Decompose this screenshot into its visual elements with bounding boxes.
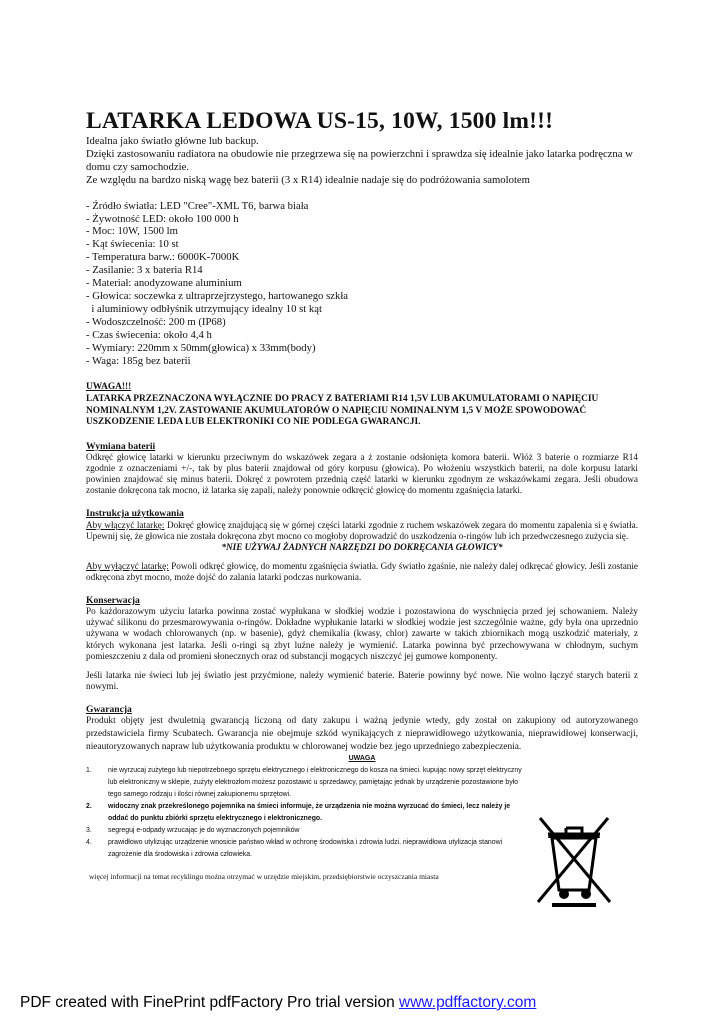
crossed-out-wheelie-bin-icon bbox=[522, 808, 626, 911]
spec-item: - Żywotność LED: około 100 000 h bbox=[86, 212, 239, 225]
no-tools-warning: *NIE UŻYWAJ ŻADNYCH NARZĘDZI DO DOKRĘCANIA GŁOWICY* bbox=[221, 541, 503, 552]
spec-item: - Kąt świecenia: 10 st bbox=[86, 238, 179, 251]
recycling-list bbox=[86, 765, 526, 861]
spec-list bbox=[86, 200, 638, 368]
section-title: Instrukcja użytkowania bbox=[86, 508, 184, 520]
list-number: 2. bbox=[86, 803, 92, 810]
list-item bbox=[86, 765, 526, 801]
warranty-section bbox=[86, 704, 638, 754]
list-item bbox=[86, 837, 518, 861]
section-title: Konserwacja bbox=[86, 595, 140, 607]
spec-item: - Materiał: anodyzowane aluminium bbox=[86, 277, 242, 290]
intro-line: Ze względu na bardzo niską wagę bez baterii (3 x R14) idealnie nadaje się do podróżowania samolotem bbox=[86, 173, 530, 186]
instructions-section bbox=[86, 508, 638, 583]
spec-item: - Czas świecenia: około 4,4 h bbox=[86, 328, 212, 341]
turn-off-text: Powoli odkręć głowicę, do momentu zgaśnięcia światła. Gdy światło zgaśnie, nie należy dalej odkręcać głowicy. Jeśli zostanie odkręcona zbyt mocno, może dojść do zalania latarki podczas nurkowania. bbox=[86, 560, 638, 582]
section-text: Produkt objęty jest dwuletnią gwarancją liczoną od daty zakupu i ważną jedynie wtedy, gdy został on zakupiony od autoryzowanego przedstawiciela firmy Scubatech. Gwarancja nie obejmuje szkód wynikających z nieprawidłowego użytkowania, nieprawidłowej konserwacji, nieautoryzowanych napraw lub użytkowania produktu w chlorowanej wodzie bez jego uprzedniego zabezpieczenia. bbox=[86, 716, 638, 753]
recycling-more-info: więcej informacji na temat recyklingu można otrzymać w urzędzie miejskim, przedsiębiorstwie oczyszczania miasta bbox=[89, 872, 439, 881]
maintenance-section bbox=[86, 595, 638, 692]
turn-off-paragraph bbox=[86, 561, 638, 583]
spec-item: i aluminiowy odbłyśnik utrzymujący idealny 10 st kąt bbox=[86, 302, 322, 315]
document-page bbox=[86, 108, 638, 764]
intro-line: Idealna jako światło główne lub backup. bbox=[86, 135, 259, 147]
spec-item: - Moc: 10W, 1500 lm bbox=[86, 225, 178, 238]
list-item bbox=[86, 801, 528, 825]
list-text: nie wyrzucaj zużytego lub niepotrzebnego sprzętu elektrycznego i elektronicznego do kosza na śmieci. kupując nowy sprzęt elektryczny lub elektroniczny w sklepie, zużyty elektrozłom możesz pozostawić u sprzedawcy, pamiętając jednak by urządzenie pozostawione było tego samego rodzaju i ilości równej zakupionemu sprzętowi. bbox=[108, 767, 522, 798]
section-text: Po każdorazowym użyciu latarka powinna zostać wypłukana w słodkiej wodzie i pozostawiona do wyschnięcia przed jej schowaniem. Należy używać silikonu do przesmarowywania o-ringów. Dokładne wypłukanie latarki w słodkiej wodzie jest szczególnie ważne, gdy była ona uprzednio używana w wodach chlorowanych (np. w basenie), gdyż chemikalia (kwasy, chlor) zawarte w takich zbiornikach mogą uszkodzić materiały, z których wykonana jest latarka. Jeśli o-ringi są zbyt luźne należy je wymienić. Latarka powinna być przechowywana w chłodnym, suchym pomieszczeniu z dala od promieni słonecznych oraz od substancji mogących niszczyć jej gumowe komponenty. bbox=[86, 606, 638, 661]
intro bbox=[86, 135, 638, 187]
footer-link[interactable]: www.pdffactory.com bbox=[399, 994, 537, 1011]
list-text: segreguj e-odpady wrzucając je do wyznaczonych pojemników bbox=[108, 827, 300, 834]
turn-off-label: Aby wyłączyć latarkę: bbox=[86, 560, 169, 571]
spec-item: - Temperatura barw.: 6000K-7000K bbox=[86, 251, 240, 264]
footer-text: PDF created with FinePrint pdfFactory Pro trial version bbox=[20, 994, 400, 1011]
battery-change-section bbox=[86, 441, 638, 497]
warning-block bbox=[86, 382, 638, 428]
section-title: Gwarancja bbox=[86, 703, 132, 715]
recycling-heading: UWAGA bbox=[348, 755, 376, 763]
warning-text: LATARKA PRZEZNACZONA WYŁĄCZNIE DO PRACY Z BATERIAMI R14 1,5V LUB AKUMULATORAMI O NAPIĘCIU NOMINALNYM 1,2V. ZASTOWANIE AKUMULATORÓW O NAPIĘCIU NOMINALNYM 1,5 V MOŻE SPOWODOWAĆ USZKODZENIE LEDA LUB ELEKTRONIKI CO NIE PODLEGA GWARANCJI. bbox=[86, 394, 599, 428]
spec-item: - Źródło światła: LED "Cree"-XML T6, barwa biała bbox=[86, 199, 309, 212]
section-title: Wymiana baterii bbox=[86, 440, 156, 452]
spec-item: - Wodoszczelność: 200 m (IP68) bbox=[86, 315, 226, 328]
intro-line: Dzięki zastosowaniu radiatora na obudowie nie przegrzewa się na powierzchni i sprawdza się idealnie jako latarka podręczna w domu czy samochodzie. bbox=[86, 147, 633, 173]
list-number: 3. bbox=[86, 827, 92, 834]
list-text: prawidłowo utylizując urządzenie wnosicie państwo wkład w ochronę środowiska i zdrowia ludzi. nieprawidłowa utylizacja stanowi zagrożenie dla środowiska i zdrowia człowieka. bbox=[108, 839, 503, 858]
spec-item: - Waga: 185g bez baterii bbox=[86, 354, 191, 367]
section-text: Odkręć głowicę latarki w kierunku przeciwnym do wskazówek zegara a ż zostanie odsłonięta komora baterii. Włóż 3 baterie o rozmiarze R14 zgodnie z oznaczeniami +/-, tak by plus baterii znajdował od góry korpusu (głowica). Po włożeniu wszystkich baterii, na dole korpusu latarki powinien znajdować się minus baterii. Dokręć z powrotem przednią część latarki w kierunku zgodnym ze wskazówkami zegara. Jeśli obudowa zostanie dokręcona tak mocno, iż latarka się zapali, należy ponownie odkręcić głowicę do momentu zgaśnięcia latarki. bbox=[86, 451, 638, 496]
warning-heading: UWAGA!!! bbox=[86, 382, 132, 393]
list-number: 1. bbox=[86, 767, 92, 774]
spec-item: - Głowica: soczewka z ultraprzejrzystego, hartowanego szkła bbox=[86, 289, 349, 302]
list-number: 4. bbox=[86, 839, 92, 846]
list-text: widoczny znak przekreślonego pojemnika na śmieci informuje, że urządzenia nie można wyrzucać do śmieci, lecz należy je oddać do punktu zbiórki sprzętu elektrycznego i elektronicznego. bbox=[108, 803, 511, 822]
turn-on-label: Aby włączyć latarkę: bbox=[86, 519, 165, 530]
page-title: LATARKA LEDOWA US-15, 10W, 1500 lm!!! bbox=[86, 108, 554, 134]
spec-item: - Wymiary: 220mm x 50mm(głowica) x 33mm(body) bbox=[86, 341, 316, 354]
pdf-footer bbox=[20, 994, 536, 1012]
turn-on-text: Dokręć głowicę znajdującą się w górnej części latarki zgodnie z ruchem wskazówek zegara do momentu zapalenia si ę światła. Upewnij się, że głowica nie została dokręcona zbyt mocno co mogłoby doprowadzić do uszkodzenia o-ringów lub ich przedwczesnego zużycia się. bbox=[86, 519, 639, 541]
section-text: Jeśli latarka nie świeci lub jej światło jest przyćmione, należy wymienić baterie. Baterie powinny być nowe. Nie wolno łączyć starych baterii z nowymi. bbox=[86, 669, 638, 691]
turn-on-paragraph bbox=[86, 520, 638, 542]
spec-item: - Zasilanie: 3 x bateria R14 bbox=[86, 264, 203, 277]
list-item bbox=[86, 825, 526, 837]
